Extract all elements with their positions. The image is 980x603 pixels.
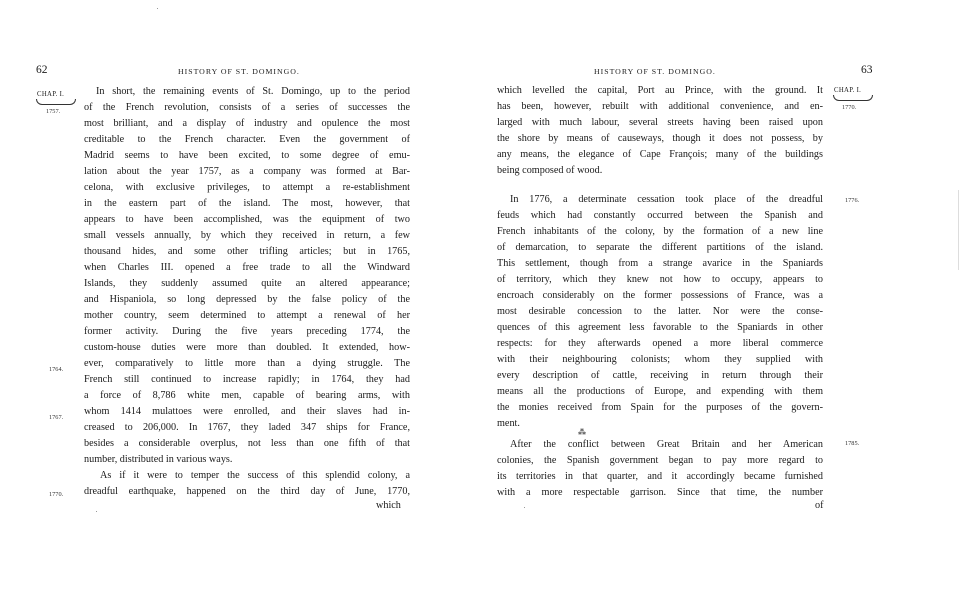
text-line: and Hispaniola, so long depressed by the false policy of the [84,294,410,305]
text-line: mother country, seem determined to attempt a renewal of her [84,310,410,321]
text-line: ever, comparatively to little more than a dying struggle. The [84,358,410,369]
catchword-left: which [376,500,401,511]
text-line: feuds which had constantly occurred between the Spanish and [497,210,823,221]
text-line: the shore by means of causeways, though it does not possess, by [497,133,823,144]
text-line: of territory, which they knew not how to occupy, appears to [497,274,823,285]
text-line: celona, with exclusive privileges, to attempt a re-establishment [84,182,410,193]
text-line: small vessels annually, by which they received in return, a few [84,230,410,241]
chapter-label-right: CHAP. I. [834,87,862,94]
text-line: lation about the year 1757, as a company was formed at Bar- [84,166,410,177]
text-line: appears to have been accomplished, was the equipment of two [84,214,410,225]
text-line: quences of this agreement less favorable to the Spaniards in other [497,322,823,333]
chapter-label-left: CHAP. I. [37,91,65,98]
text-line: in the eastern part of the island. The most, however, that [84,198,410,209]
text-line: creditable to the French character. Even the government of [84,134,410,145]
scan-speck [157,8,158,9]
text-line: custom-house duties were more than doubled. It extended, how- [84,342,410,353]
scan-speck [96,511,97,512]
text-line: respects: for they afterwards opened a more liberal commerce [497,338,823,349]
chapter-brace-right [833,95,873,101]
scan-speck [524,507,525,508]
text-line: besides a considerable overplus, not less than one fifth of that [84,438,410,449]
text-line: encroach considerably on the former possessions of France, was a [497,290,823,301]
text-line: of demarcation, to separate the different partitions of the island. [497,242,823,253]
side-year-1785: 1785. [845,440,860,447]
text-line: with a more respectable garrison. Since that time, the number [497,487,823,498]
text-line: which levelled the capital, Port au Prince, with the ground. It [497,85,823,96]
running-head-right: HISTORY OF ST. DOMINGO. [594,67,716,76]
side-year-1770: 1770. [49,491,64,498]
text-line: being composed of wood. [497,165,603,176]
text-line: This settlement, though from a strange avarice in the Spaniards [497,258,823,269]
text-line: ment. [497,418,520,429]
text-line: number, distributed in various ways. [84,454,233,465]
page-number-right: 63 [861,64,873,76]
text-line: its territories in that quarter, and it accordingly became furnished [497,471,823,482]
chapter-year-left: 1757. [46,108,61,115]
page-number-left: 62 [36,64,48,76]
text-line: In 1776, a determinate cessation took place of the dreadful [510,194,823,205]
side-year-1767: 1767. [49,414,64,421]
text-line: former activity. During the five years preceding 1774, the [84,326,410,337]
text-line: with their neighbouring colonists; whom they supplied with [497,354,823,365]
text-line: Islands, they suddenly assumed quite an altered appearance; [84,278,410,289]
text-line: most desirable concession to the latter. Nor were the conse- [497,306,823,317]
text-line: every description of cattle, receiving in return through their [497,370,823,381]
text-line: any means, the elegance of Cape François; many of the buildings [497,149,823,160]
text-line: colonies, the Spanish government began to pay more regard to [497,455,823,466]
text-line: has been, however, rebuilt with additional convenience, and en- [497,101,823,112]
text-line: After the conflict between Great Britain and her American [510,439,823,450]
chapter-brace-left [36,99,76,105]
text-line: As if it were to temper the success of this splendid colony, a [100,470,410,481]
text-line: dreadful earthquake, happened on the third day of June, 1770, [84,486,410,497]
text-line: thousand hides, and some other trifling articles; but in 1765, [84,246,410,257]
page-edge-shadow [958,190,959,270]
text-line: creased to 206,000. In 1767, they laded 347 ships for France, [84,422,410,433]
ornament-mark: ⁂ [578,428,586,437]
side-year-1776: 1776. [845,197,860,204]
running-head-left: HISTORY OF ST. DOMINGO. [178,67,300,76]
chapter-year-right: 1770. [842,104,857,111]
text-line: of the French revolution, consists of a series of successes the [84,102,410,113]
text-line: means all the productions of Europe, and expending with them [497,386,823,397]
text-line: a force of 8,786 white men, capable of bearing arms, with [84,390,410,401]
text-line: most brilliant, and a display of industry and opulence the most [84,118,410,129]
catchword-right: of [815,500,824,511]
text-line: the monies received from Spain for the purposes of the govern- [497,402,823,413]
text-line: French still continued to increase rapidly; in 1764, they had [84,374,410,385]
side-year-1764: 1764. [49,366,64,373]
text-line: whom 1414 mulattoes were enrolled, and their slaves had in- [84,406,410,417]
text-line: Madrid seems to have been excited, to some degree of emu- [84,150,410,161]
text-line: French inhabitants of the colony, by the formation of a new line [497,226,823,237]
text-line: In short, the remaining events of St. Domingo, up to the period [96,86,410,97]
text-line: larged with much labour, several streets having been raised upon [497,117,823,128]
text-line: when Charles III. opened a free trade to all the Windward [84,262,410,273]
